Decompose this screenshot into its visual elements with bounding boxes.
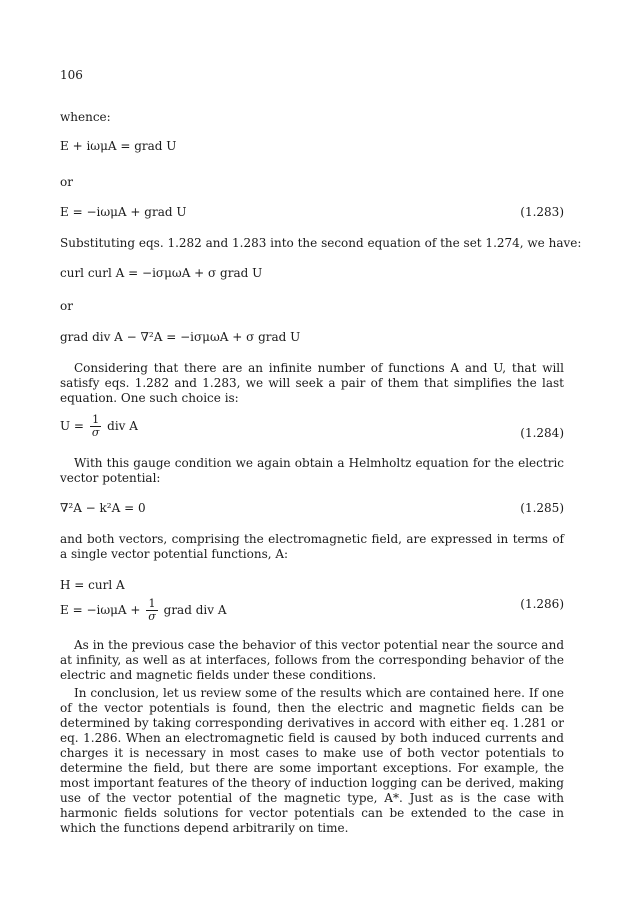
fraction-one-over-sigma [90, 414, 102, 439]
paragraph-previous-text: As in the previous case the behavior of this vector potential near the source and at infinity, as well as at interfaces, follows from the corresponding behavior of the electric and magnetic fields under these conditions. [60, 638, 564, 682]
paragraph-previous [60, 638, 564, 683]
equation-number-1285: (1.285) [520, 501, 564, 515]
paragraph-gauge-text: With this gauge condition we again obtain a Helmholtz equation for the electric vector potential: [60, 456, 564, 485]
equation-number-1283: (1.283) [520, 205, 564, 219]
text-substituting: Substituting eqs. 1.282 and 1.283 into the second equation of the set 1.274, we have: [60, 236, 582, 250]
equation-1286-e [60, 598, 227, 623]
text-or-1: or [60, 175, 73, 189]
text-whence: whence: [60, 110, 111, 124]
paragraph-conclusion [60, 686, 564, 836]
equation-1286-h: H = curl A [60, 578, 125, 592]
paragraph-considering [60, 361, 564, 406]
equation-grad-div: grad div A − ∇²A = −iσμωA + σ grad U [60, 330, 301, 344]
equation-e-plus: E + iωμA = grad U [60, 139, 177, 153]
equation-1283: E = −iωμA + grad U [60, 205, 187, 219]
fraction-one-over-sigma-2 [146, 598, 158, 623]
equation-curl-curl: curl curl A = −iσμωA + σ grad U [60, 266, 263, 280]
equation-1284 [60, 414, 138, 439]
equation-1286-e-lhs: E = −iωμA + [60, 603, 141, 617]
paragraph-both [60, 532, 564, 562]
equation-1284-rhs: div A [107, 419, 138, 433]
fraction-numerator-2: 1 [148, 597, 156, 610]
equation-1286-e-rhs: grad div A [163, 603, 227, 617]
equation-1285: ∇²A − k²A = 0 [60, 501, 146, 515]
text-or-2: or [60, 299, 73, 313]
fraction-denominator-2: σ [148, 610, 156, 623]
fraction-numerator: 1 [92, 413, 100, 426]
page-number: 106 [60, 68, 83, 82]
paragraph-gauge [60, 456, 564, 486]
equation-number-1286: (1.286) [520, 597, 564, 611]
paragraph-both-text: and both vectors, comprising the electromagnetic field, are expressed in terms of a single vector potential functions, A: [60, 532, 564, 561]
equation-number-1284: (1.284) [520, 426, 564, 440]
paragraph-considering-text: Considering that there are an infinite number of functions A and U, that will satisfy eqs. 1.282 and 1.283, we will seek a pair of them that simplifies the last equation. One such choice is: [60, 361, 564, 405]
fraction-denominator: σ [91, 426, 100, 439]
equation-1284-lhs: U = [60, 419, 84, 433]
paragraph-conclusion-text: In conclusion, let us review some of the results which are contained here. If one of the vector potentials is found, then the electric and magnetic fields can be determined by taking corresponding derivatives in accord with either eq. 1.281 or eq. 1.286. When an electromagnetic field is caused by both induced currents and charges it is necessary in most cases to make use of both vector potentials to determine the field, but there are some important exceptions. For example, the most important features of the theory of induction logging can be derived, making use of the vector potential of the magnetic type, A*. Just as is the case with harmonic fields solutions for vector potentials can be extended to the case in which the functions depend arbitrarily on time. [60, 686, 564, 835]
